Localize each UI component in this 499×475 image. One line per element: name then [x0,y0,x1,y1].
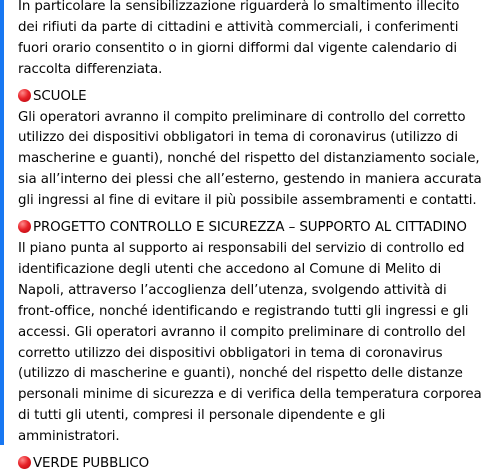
red-circle-icon [18,220,31,233]
red-circle-icon [18,456,31,469]
text-line: accessi. Gli operatori avranno il compito preliminare di controllo del [18,324,466,340]
left-accent-bar [0,0,4,445]
text-line: corretto utilizzo dei dispositivi obbligatori in tema di coronavirus [18,345,443,361]
section-title: PROGETTO CONTROLLO E SICUREZZA – SUPPORTO AL CITTADINO [33,220,467,236]
section-verde-pubblico [18,454,494,475]
section-heading [18,87,494,108]
text-line: Gli operatori avranno il compito preliminare di controllo del corretto [18,109,466,125]
text-line: Il piano punta al supporto ai responsabili del servizio di controllo ed [18,240,465,256]
section-heading [18,218,494,239]
section-heading [18,454,494,475]
intro-paragraph [18,0,494,81]
text-line: personali minime di sicurezza e di verifica della temperatura corporea [18,387,482,403]
red-circle-icon [18,89,31,102]
text-line: identificazione degli utenti che accedono al Comune di Melito di [18,261,442,277]
text-line: gli ingressi al fine di evitare il più possibile assembramenti e contatti. [18,193,477,209]
section-controllo-sicurezza [18,218,494,448]
text-line: Napoli, attraverso l’accoglienza dell’utenza, svolgendo attività di [18,282,447,298]
post-text [18,0,494,475]
text-line: utilizzo dei dispositivi obbligatori in tema di coronavirus (utilizzo di [18,130,458,146]
text-line: amministratori. [18,429,120,445]
text-line: sia all’interno dei plessi che all’esterno, gestendo in maniera accurata [18,172,482,188]
section-scuole [18,87,494,212]
text-line: fuori orario consentito o in giorni difformi dal vigente calendario di [18,40,457,56]
text-line: mascherine e guanti), nonché del rispetto del distanziamento sociale, [18,151,480,167]
text-line: (utilizzo di mascherine e guanti), nonché del rispetto delle distanze [18,366,463,382]
text-line: di tutti gli utenti, compresi il personale dipendente e gli [18,408,386,424]
text-line: dei rifiuti da parte di cittadini e attività commerciali, i conferimenti [18,19,459,35]
text-line: front-office, nonché identificando e registrando tutti gli ingressi e gli [18,303,469,319]
section-title: VERDE PUBBLICO [33,456,150,472]
section-title: SCUOLE [33,88,87,104]
text-line: In particolare la sensibilizzazione riguarderà lo smaltimento illecito [18,0,460,14]
text-line: raccolta differenziata. [18,61,163,77]
